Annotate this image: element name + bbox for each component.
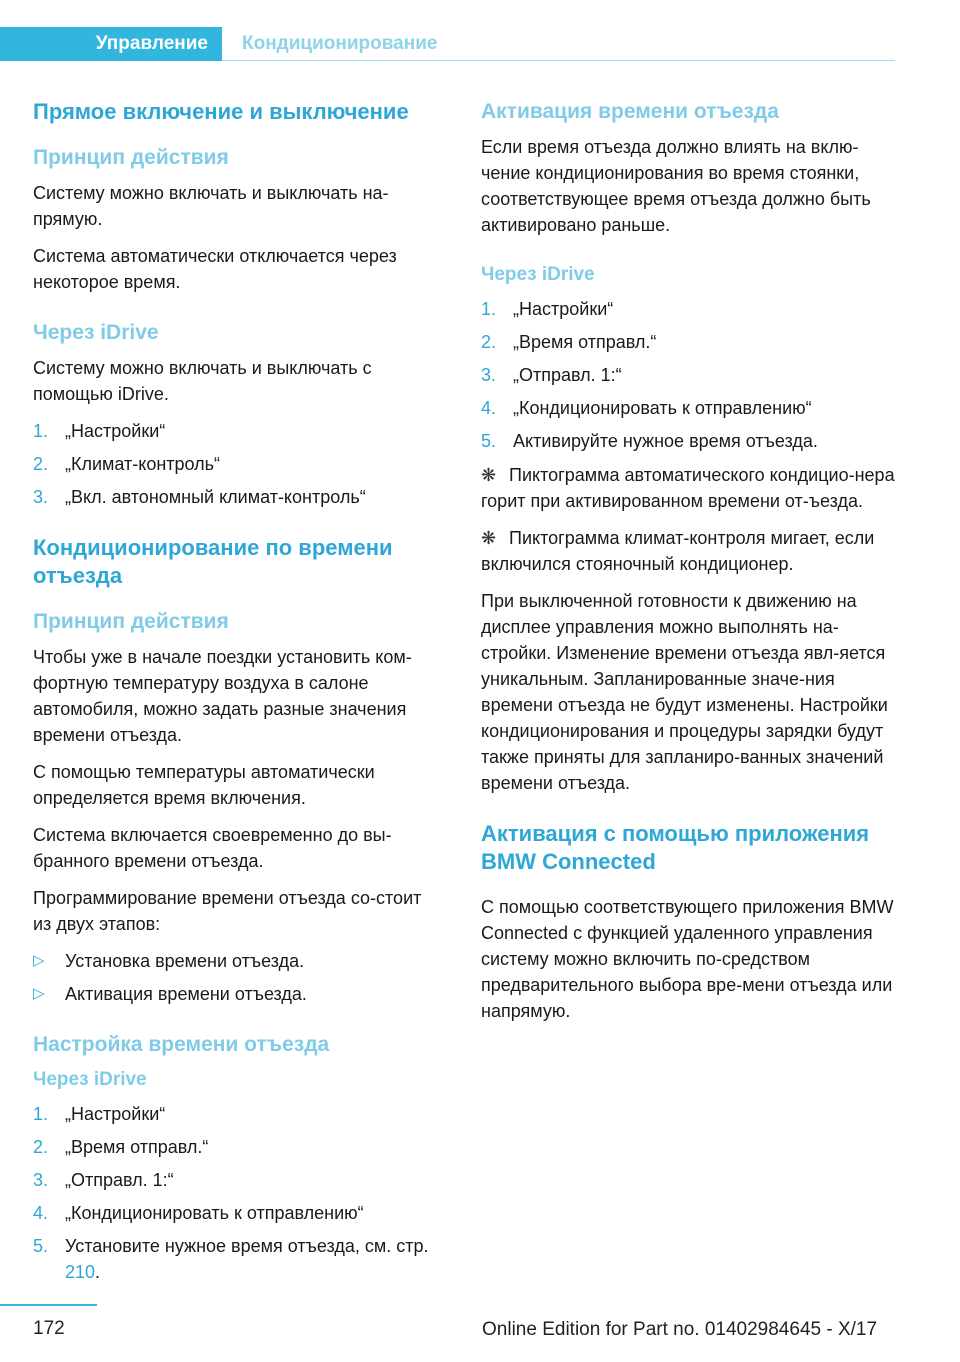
heading-principle: Принцип действия <box>33 610 229 633</box>
paragraph: С помощью соответствующего приложения BMW Connected с функцией удаленного управления систему можно включить по-средством предварительного выбора вре-мени отъезда или напрямую. <box>481 897 894 1021</box>
paragraph: Система автоматически отключается через некоторое время. <box>33 246 397 292</box>
header-rule <box>222 60 895 61</box>
paragraph-icon-note: ❋ Пиктограмма климат-контроля мигает, если включился стояночный кондиционер. <box>481 525 901 577</box>
paragraph: Если время отъезда должно влиять на вклю-чение кондиционирования во время стоянки, соответствующее время отъезда должно быть активировано раньше. <box>481 137 871 235</box>
triangle-bullet-icon: ▷ <box>33 985 45 1002</box>
list-item: 2. „Климат-контроль“ <box>33 454 221 474</box>
footer-rule <box>0 1304 97 1306</box>
heading-set-departure-time: Настройка времени отъезда <box>33 1033 330 1056</box>
paragraph: С помощью температуры автоматически определяется время включения. <box>33 762 375 808</box>
steps-list <box>33 418 433 510</box>
heading-via-idrive: Через iDrive <box>33 321 159 344</box>
paragraph: Система включается своевременно до вы-бранного времени отъезда. <box>33 825 392 871</box>
heading-activate-departure: Активация времени отъезда <box>481 100 779 123</box>
list-item: 1. „Настройки“ <box>33 421 166 441</box>
list-item: ▷ Активация времени отъезда. <box>33 981 433 1007</box>
steps-list <box>33 1101 433 1285</box>
list-item: 5. Установите нужное время отъезда, см. стр. 210. <box>33 1236 429 1282</box>
steps-list <box>481 296 901 454</box>
page-number: 172 <box>33 1318 65 1339</box>
climate-fan-icon: ❋ <box>481 528 497 548</box>
right-column <box>481 98 901 1035</box>
triangle-bullet-icon: ▷ <box>33 952 45 969</box>
climate-fan-icon: ❋ <box>481 465 497 485</box>
edition-note: Online Edition for Part no. 01402984645 - X/17 <box>482 1319 878 1340</box>
heading-departure-time-climate: Кондиционирование по времени отъезда <box>33 535 393 588</box>
page-reference-link[interactable]: 210 <box>65 1262 96 1282</box>
list-item: 3. „Вкл. автономный климат-контроль“ <box>33 487 366 507</box>
heading-via-idrive: Через iDrive <box>481 264 595 285</box>
heading-via-idrive: Через iDrive <box>33 1069 147 1090</box>
heading-activate-via-app: Активация с помощью приложения BMW Connected <box>481 821 870 874</box>
list-item: 2. „Время отправл.“ <box>481 332 657 352</box>
heading-principle: Принцип действия <box>33 146 229 169</box>
list-item: ▷ Установка времени отъезда. <box>33 948 433 974</box>
paragraph: Чтобы уже в начале поездки установить ком-фортную температуру воздуха в салоне автомобиля, можно задать разные значения времени отъезда. <box>33 647 412 745</box>
paragraph: Систему можно включать и выключать с помощью iDrive. <box>33 358 372 404</box>
left-column <box>33 98 433 1293</box>
list-item: 3. „Отправл. 1:“ <box>33 1170 174 1190</box>
list-item: 4. „Кондиционировать к отправлению“ <box>33 1203 364 1223</box>
paragraph: При выключенной готовности к движению на дисплее управления можно выполнять на-стройки. Изменение времени отъезда явл-яется уникальным. Запланированные значе-ния времени отъезда не будут изменены. Настройки кондиционирования и процедуры зарядки будут также приняты для запланиро-ванных значений времени отъезда. <box>481 591 888 793</box>
paragraph: Систему можно включать и выключать на-прямую. <box>33 183 389 229</box>
list-item: 1. „Настройки“ <box>33 1104 166 1124</box>
section-tab: Управление <box>0 27 222 61</box>
page-header <box>0 27 895 61</box>
list-item: 3. „Отправл. 1:“ <box>481 365 622 385</box>
list-item: 4. „Кондиционировать к отправлению“ <box>481 398 812 418</box>
paragraph: Программирование времени отъезда со-стоит из двух этапов: <box>33 888 422 934</box>
list-item: 5. Активируйте нужное время отъезда. <box>481 431 818 451</box>
bullet-list <box>33 948 433 1007</box>
list-item: 1. „Настройки“ <box>481 299 614 319</box>
list-item: 2. „Время отправл.“ <box>33 1137 209 1157</box>
heading-direct-switching: Прямое включение и выключение <box>33 99 409 124</box>
paragraph-icon-note: ❋ Пиктограмма автоматического кондицио-нера горит при активированном времени от-ъезда. <box>481 462 901 514</box>
subsection-tab: Кондиционирование <box>242 33 438 54</box>
